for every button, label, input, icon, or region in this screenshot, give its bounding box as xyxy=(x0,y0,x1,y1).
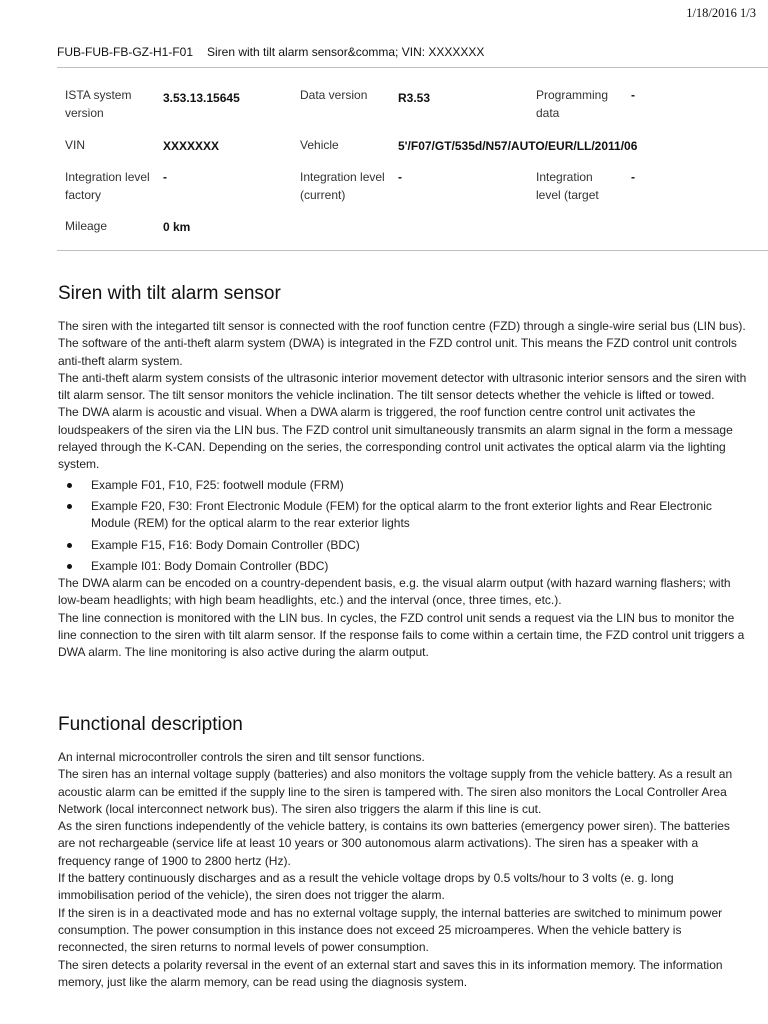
document-title-text: Siren with tilt alarm sensor&comma; VIN: XXXXXXX xyxy=(207,45,485,59)
bullet-icon xyxy=(67,543,72,548)
mileage-value: 0 km xyxy=(163,220,191,234)
vehicle-value: 5'/F07/GT/535d/N57/AUTO/EUR/LL/2011/06 xyxy=(398,139,638,153)
paragraph: The anti-theft alarm system consists of the ultrasonic interior movement detector with ultrasonic interior sensors and the siren with tilt alarm sensor. The tilt sensor monitors the vehicle inclination. The tilt sensor detects whether the vehicle is lifted or towed. xyxy=(58,370,747,403)
list-item xyxy=(58,537,748,554)
paragraph: The software of the anti-theft alarm system (DWA) is integrated in the FZD control unit. This means the FZD control unit controls anti-theft alarm system. xyxy=(58,336,737,368)
document-title xyxy=(57,45,757,59)
paragraph: An internal microcontroller controls the siren and tilt sensor functions. xyxy=(58,750,425,764)
list-item-text: Example I01: Body Domain Controller (BDC) xyxy=(91,558,329,573)
programming-data-label: Programming data xyxy=(536,88,609,120)
section-body-functional-description xyxy=(58,749,748,991)
date-page-number: 1/18/2016 1/3 xyxy=(686,6,756,20)
bullet-icon xyxy=(67,483,72,488)
integration-level-target-label: Integration level (target xyxy=(536,170,599,202)
list-item xyxy=(58,498,748,533)
vin-value: XXXXXXX xyxy=(163,139,220,153)
vin-label: VIN xyxy=(65,138,86,152)
paragraph: The siren with the integarted tilt sensor is connected with the roof function centre (FZD) through a single-wire serial bus (LIN bus). xyxy=(58,319,746,333)
section-body-siren xyxy=(58,318,748,662)
bullet-icon xyxy=(67,504,72,509)
data-version-value: R3.53 xyxy=(398,91,431,105)
integration-level-current-value: - xyxy=(398,170,402,184)
section-heading-functional-description: Functional description xyxy=(58,714,243,735)
integration-level-current-label: Integration level (current) xyxy=(300,170,385,202)
vehicle-label: Vehicle xyxy=(300,138,339,152)
data-version-label: Data version xyxy=(300,88,368,102)
example-list xyxy=(58,477,748,575)
paragraph: If the siren is in a deactivated mode and has no external voltage supply, the internal batteries are switched to minimum power consumption. The power consumption in this instance does not exceed 25 microamperes. When the vehicle battery is reconnected, the siren returns to normal levels of power consumption. xyxy=(58,905,723,955)
paragraph: If the battery continuously discharges and as a result the vehicle voltage drops by 0.5 volts/hour to 3 volts (e. g. long immobilisation period of the vehicle), the siren does not trigger the alarm. xyxy=(58,871,674,903)
top-divider xyxy=(57,67,768,68)
list-item-text: Example F01, F10, F25: footwell module (FRM) xyxy=(91,477,344,492)
programming-data-value: - xyxy=(631,88,635,102)
list-item-text: Example F20, F30: Front Electronic Module (FEM) for the optical alarm to the front exterior lights and Rear Electronic Module (REM) for the optical alarm to the rear exterior lights xyxy=(91,498,712,531)
info-divider xyxy=(57,250,768,251)
paragraph: The DWA alarm is acoustic and visual. When a DWA alarm is triggered, the roof function centre control unit activates the loudspeakers of the siren via the LIN bus. The FZD control unit simultaneously transmits an alarm signal in the form a message relayed through the K-CAN. Depending on the series, the corresponding control unit activates the optical alarm via the lighting system. xyxy=(58,405,733,472)
ista-version-label: ISTA system version xyxy=(65,88,132,120)
ista-version-value: 3.53.13.15645 xyxy=(163,91,240,105)
integration-level-target-value: - xyxy=(631,170,635,184)
paragraph: The line connection is monitored with the LIN bus. In cycles, the FZD control unit sends a request via the LIN bus to monitor the line connection to the siren with tilt alarm sensor. If the response fails to come within a certain time, the FZD control unit triggers a DWA alarm. The line monitoring is also active during the alarm output. xyxy=(58,610,745,660)
list-item xyxy=(58,477,748,494)
paragraph: The siren detects a polarity reversal in the event of an external start and saves this in its information memory. The information memory, just like the alarm memory, can be read using the diagnosis system. xyxy=(58,957,723,989)
integration-level-factory-value: - xyxy=(163,170,167,184)
integration-level-factory-label: Integration level factory xyxy=(65,170,150,202)
section-heading-siren: Siren with tilt alarm sensor xyxy=(58,283,281,304)
paragraph: As the siren functions independently of the vehicle battery, is contains its own batteries (emergency power siren). The batteries are not rechargeable (service life at least 10 years or 300 autonomous alarm activations). The siren has a speaker with a frequency range of 1900 to 2800 hertz (Hz). xyxy=(58,819,730,868)
paragraph: The siren has an internal voltage supply (batteries) and also monitors the voltage supply from the vehicle battery. As a result an acoustic alarm can be emitted if the supply line to the siren is tampered with. The siren also monitors the Local Controller Area Network (local interconnect network bus). The siren also triggers the alarm if this line is cut. xyxy=(58,767,733,816)
paragraph: The DWA alarm can be encoded on a country-dependent basis, e.g. the visual alarm output (with hazard warning flashers; with low-beam headlights; with high beam headlights, etc.) and the interval (once, three times, etc.). xyxy=(58,576,731,608)
bullet-icon xyxy=(67,564,72,569)
mileage-label: Mileage xyxy=(65,219,108,233)
list-item xyxy=(58,558,748,575)
list-item-text: Example F15, F16: Body Domain Controller (BDC) xyxy=(91,537,360,552)
document-code: FUB-FUB-FB-GZ-H1-F01 xyxy=(57,45,193,59)
